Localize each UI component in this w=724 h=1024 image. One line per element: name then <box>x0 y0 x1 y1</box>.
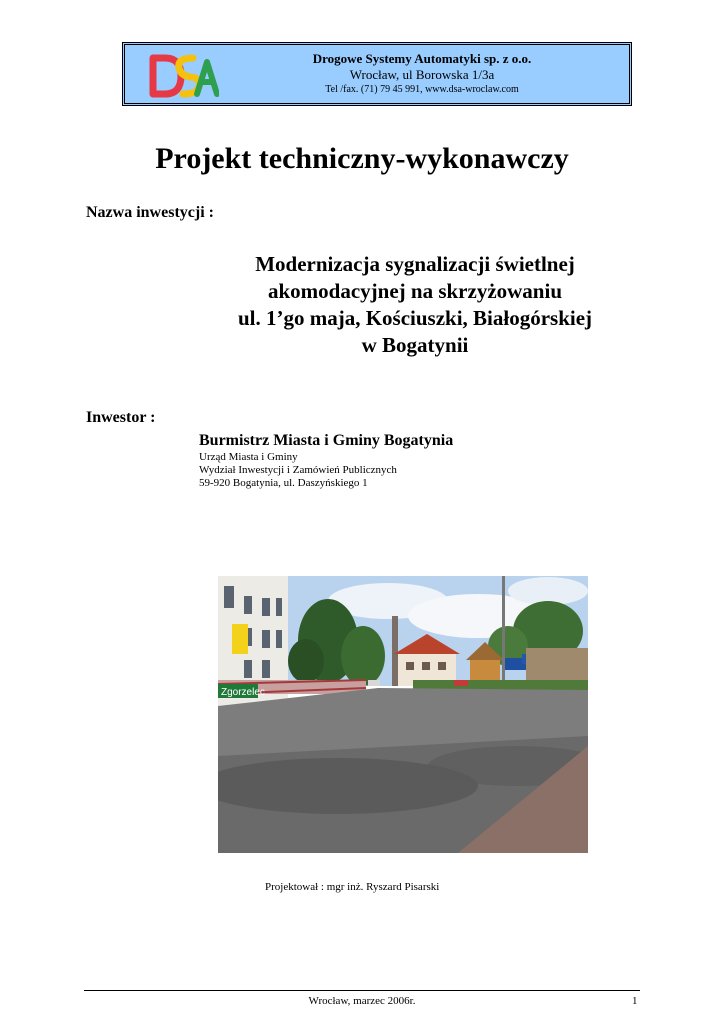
investor-name: Burmistrz Miasta i Gminy Bogatynia <box>199 432 454 449</box>
company-header <box>122 42 632 106</box>
investment-line: ul. 1’go maja, Kościuszki, Białogórskiej <box>237 306 593 330</box>
investor-office: Urząd Miasta i Gminy <box>199 451 298 463</box>
designer-credit: Projektował : mgr inż. Ryszard Pisarski <box>265 881 440 893</box>
footer-divider <box>84 990 640 991</box>
investment-line: akomodacyjnej na skrzyżowaniu <box>267 279 562 303</box>
investment-name <box>210 251 620 359</box>
investor-address: 59-920 Bogatynia, ul. Daszyńskiego 1 <box>199 477 368 489</box>
company-info <box>225 51 619 96</box>
investor-department: Wydział Inwestycji i Zamówień Publicznych <box>199 464 397 476</box>
company-address: Wrocław, ul Borowska 1/3a <box>349 67 495 82</box>
company-contact: Tel /fax. (71) 79 45 991, www.dsa-wroclaw.com <box>325 84 519 95</box>
direction-sign-text: Zgorzelec <box>221 687 265 698</box>
investor-label: Inwestor : <box>86 409 156 426</box>
investment-line: Modernizacja sygnalizacji świetlnej <box>255 252 575 276</box>
dsa-logo <box>147 50 219 100</box>
document-title: Projekt techniczny-wykonawczy <box>155 142 569 175</box>
company-name: Drogowe Systemy Automatyki sp. z o.o. <box>312 51 532 66</box>
intersection-photo <box>218 576 588 853</box>
investment-line: w Bogatynii <box>361 333 469 357</box>
investment-label: Nazwa inwestycji : <box>86 204 214 221</box>
page-number: 1 <box>632 995 638 1007</box>
footer-place-date: Wrocław, marzec 2006r. <box>308 995 416 1007</box>
investor-block <box>199 431 453 490</box>
